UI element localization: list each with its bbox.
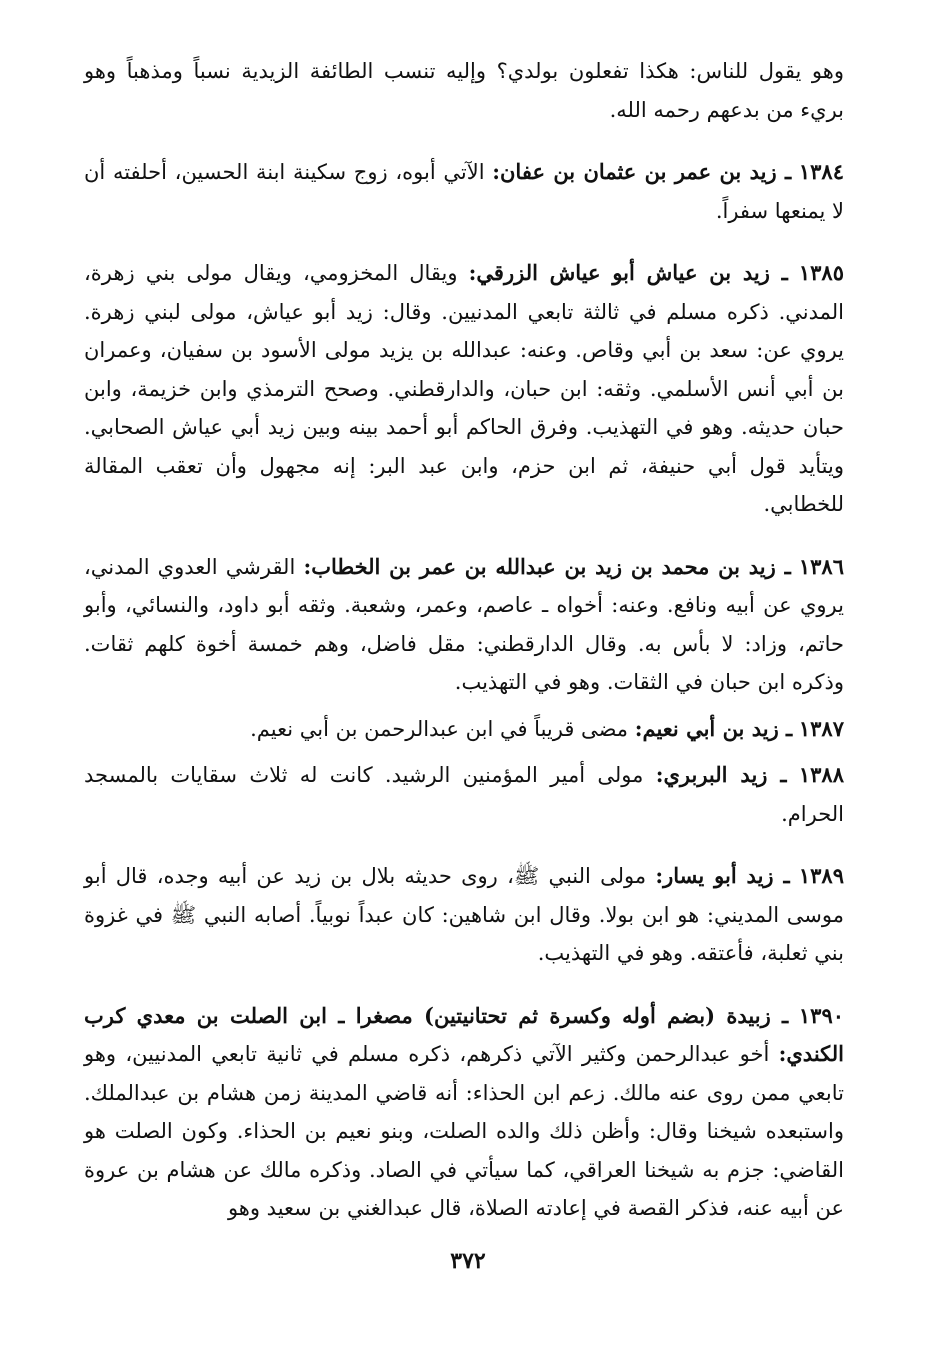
entry-number: ١٣٨٧: [798, 715, 844, 741]
paragraph-gap: [84, 230, 844, 254]
entry-1385: [84, 254, 844, 524]
entry-body: مضى قريباً في ابن عبدالرحمن بن أبي نعيم.: [250, 716, 629, 741]
entry-heading: زبيدة (بضم أوله وكسرة ثم تحتانيتين) مصغرا ـ ابن الصلت بن معدي كرب الكندي:: [84, 1002, 844, 1066]
entry-body: ويقال المخزومي، ويقال مولى بني زهرة، المدني. ذكره مسلم في ثالثة تابعي المدنيين. وقال: زيد أبو عياش، مولى لبني زهرة. يروي عن: سعد بن أبي وقاص. وعنه: عبدالله بن يزيد مولى الأسود بن سفيان، وعمران بن أبي أنس الأسلمي. وثقه: ابن حبان، والدارقطني. وصحح الترمذي وابن خزيمة، وابن حبان حديثه. وهو في التهذيب. وفرق الحاكم أبو أحمد بينه وبين زيد أبي عياش الصحابي. ويتأيد قول أبي حنيفة، ثم ابن حزم، وابن عبد البر: إنه مجهول وأن تعقب المقالة للخطابي.: [84, 261, 844, 516]
paragraph-gap: [84, 524, 844, 548]
entry-number: ١٣٨٦: [798, 553, 844, 579]
page-number: ٣٧٢: [450, 1248, 486, 1274]
entry-number: ١٣٩٠: [798, 1002, 845, 1028]
entry-heading: زيد بن عمر بن عثمان بن عفان:: [492, 159, 777, 184]
entry-number: ١٣٨٨: [798, 762, 844, 787]
paragraph-gap: [84, 973, 844, 997]
entry-dash: ـ: [778, 715, 793, 741]
entry-body: مولى أمير المؤمنين الرشيد. كانت له ثلاث سقايات بالمسجد الحرام.: [84, 763, 844, 826]
entry-body: أخو عبدالرحمن وكثير الآتي ذكرهم، ذكره مسلم في ثانية تابعي المدنيين، وهو تابعي ممن روى عنه مالك. زعم ابن الحذاء: أنه قاضي المدينة زمن هشام بن عبدالملك. واستبعده شيخنا وقال: وأظن ذلك والده الصلت، وبنو نعيم بن الحذاء. وكون الصلت هو القاضي: جزم به شيخنا العراقي، كما سيأتي في الصاد. وذكره مالك عن هشام بن عروة عن أبيه عنه، فذكر القصة في إعادته الصلاة، قال عبدالغني بن سعيد وهو: [84, 1042, 844, 1220]
entry-body: القرشي العدوي المدني، يروي عن أبيه ونافع. وعنه: أخواه ـ عاصم، وعمر، وشعبة. وثقه أبو داود، والنسائي، وأبو حاتم، وزاد: لا بأس به. وقال الدارقطني: مقل فاضل، وهم خمسة أخوة كلهم ثقات. وذكره ابن حبان في الثقات. وهو في التهذيب.: [84, 554, 844, 694]
entry-heading: زيد بن محمد بن زيد بن عبدالله بن عمر بن الخطاب:: [303, 553, 776, 579]
entry-1384: [84, 153, 844, 230]
entry-body: مولى النبي ﷺ، روى حديثه بلال بن زيد عن أبيه وجده، قال أبو موسى المديني: هو ابن بولا. وقال ابن شاهين: كان عبداً نوبياً. أصابه النبي ﷺ في غزوة بني ثعلبة، فأعتقه. وهو في التهذيب.: [84, 864, 844, 965]
entry-1386: [84, 548, 844, 702]
entry-number: ١٣٨٤: [798, 159, 844, 184]
entry-dash: ـ: [776, 159, 792, 184]
entry-dash: ـ: [775, 553, 791, 579]
entry-heading: زيد البربري:: [655, 762, 768, 787]
entry-1389: [84, 857, 844, 973]
paragraph-gap: [84, 702, 844, 710]
paragraph-gap: [84, 129, 844, 153]
entry-dash: ـ: [773, 863, 790, 888]
entry-1387: [84, 710, 844, 749]
page-text: [84, 52, 844, 1228]
entry-number: ١٣٨٩: [798, 863, 844, 888]
entry-dash: ـ: [769, 260, 788, 285]
paragraph-gap: [84, 833, 844, 857]
entry-heading: زيد أبو يسار:: [655, 863, 774, 888]
entry-body: الآتي أبوه، زوج سكينة ابنة الحسين، أحلفته أن لا يمنعها سفراً.: [84, 160, 844, 223]
entry-1390: [84, 997, 844, 1228]
entry-heading: زيد بن عياش أبو عياش الزرقي:: [468, 260, 770, 285]
entry-dash: ـ: [767, 762, 787, 787]
entry-1388: [84, 756, 844, 833]
paragraph-gap: [84, 748, 844, 756]
entry-heading: زيد بن أبي نعيم:: [634, 715, 779, 741]
entry-number: ١٣٨٥: [798, 260, 844, 285]
intro-paragraph: وهو يقول للناس: هكذا تفعلون بولدي؟ وإليه تنسب الطائفة الزيدية نسباً ومذهباً وهو بريء من بدعهم رحمه الله.: [84, 59, 844, 122]
entry-dash: ـ: [770, 1002, 789, 1028]
